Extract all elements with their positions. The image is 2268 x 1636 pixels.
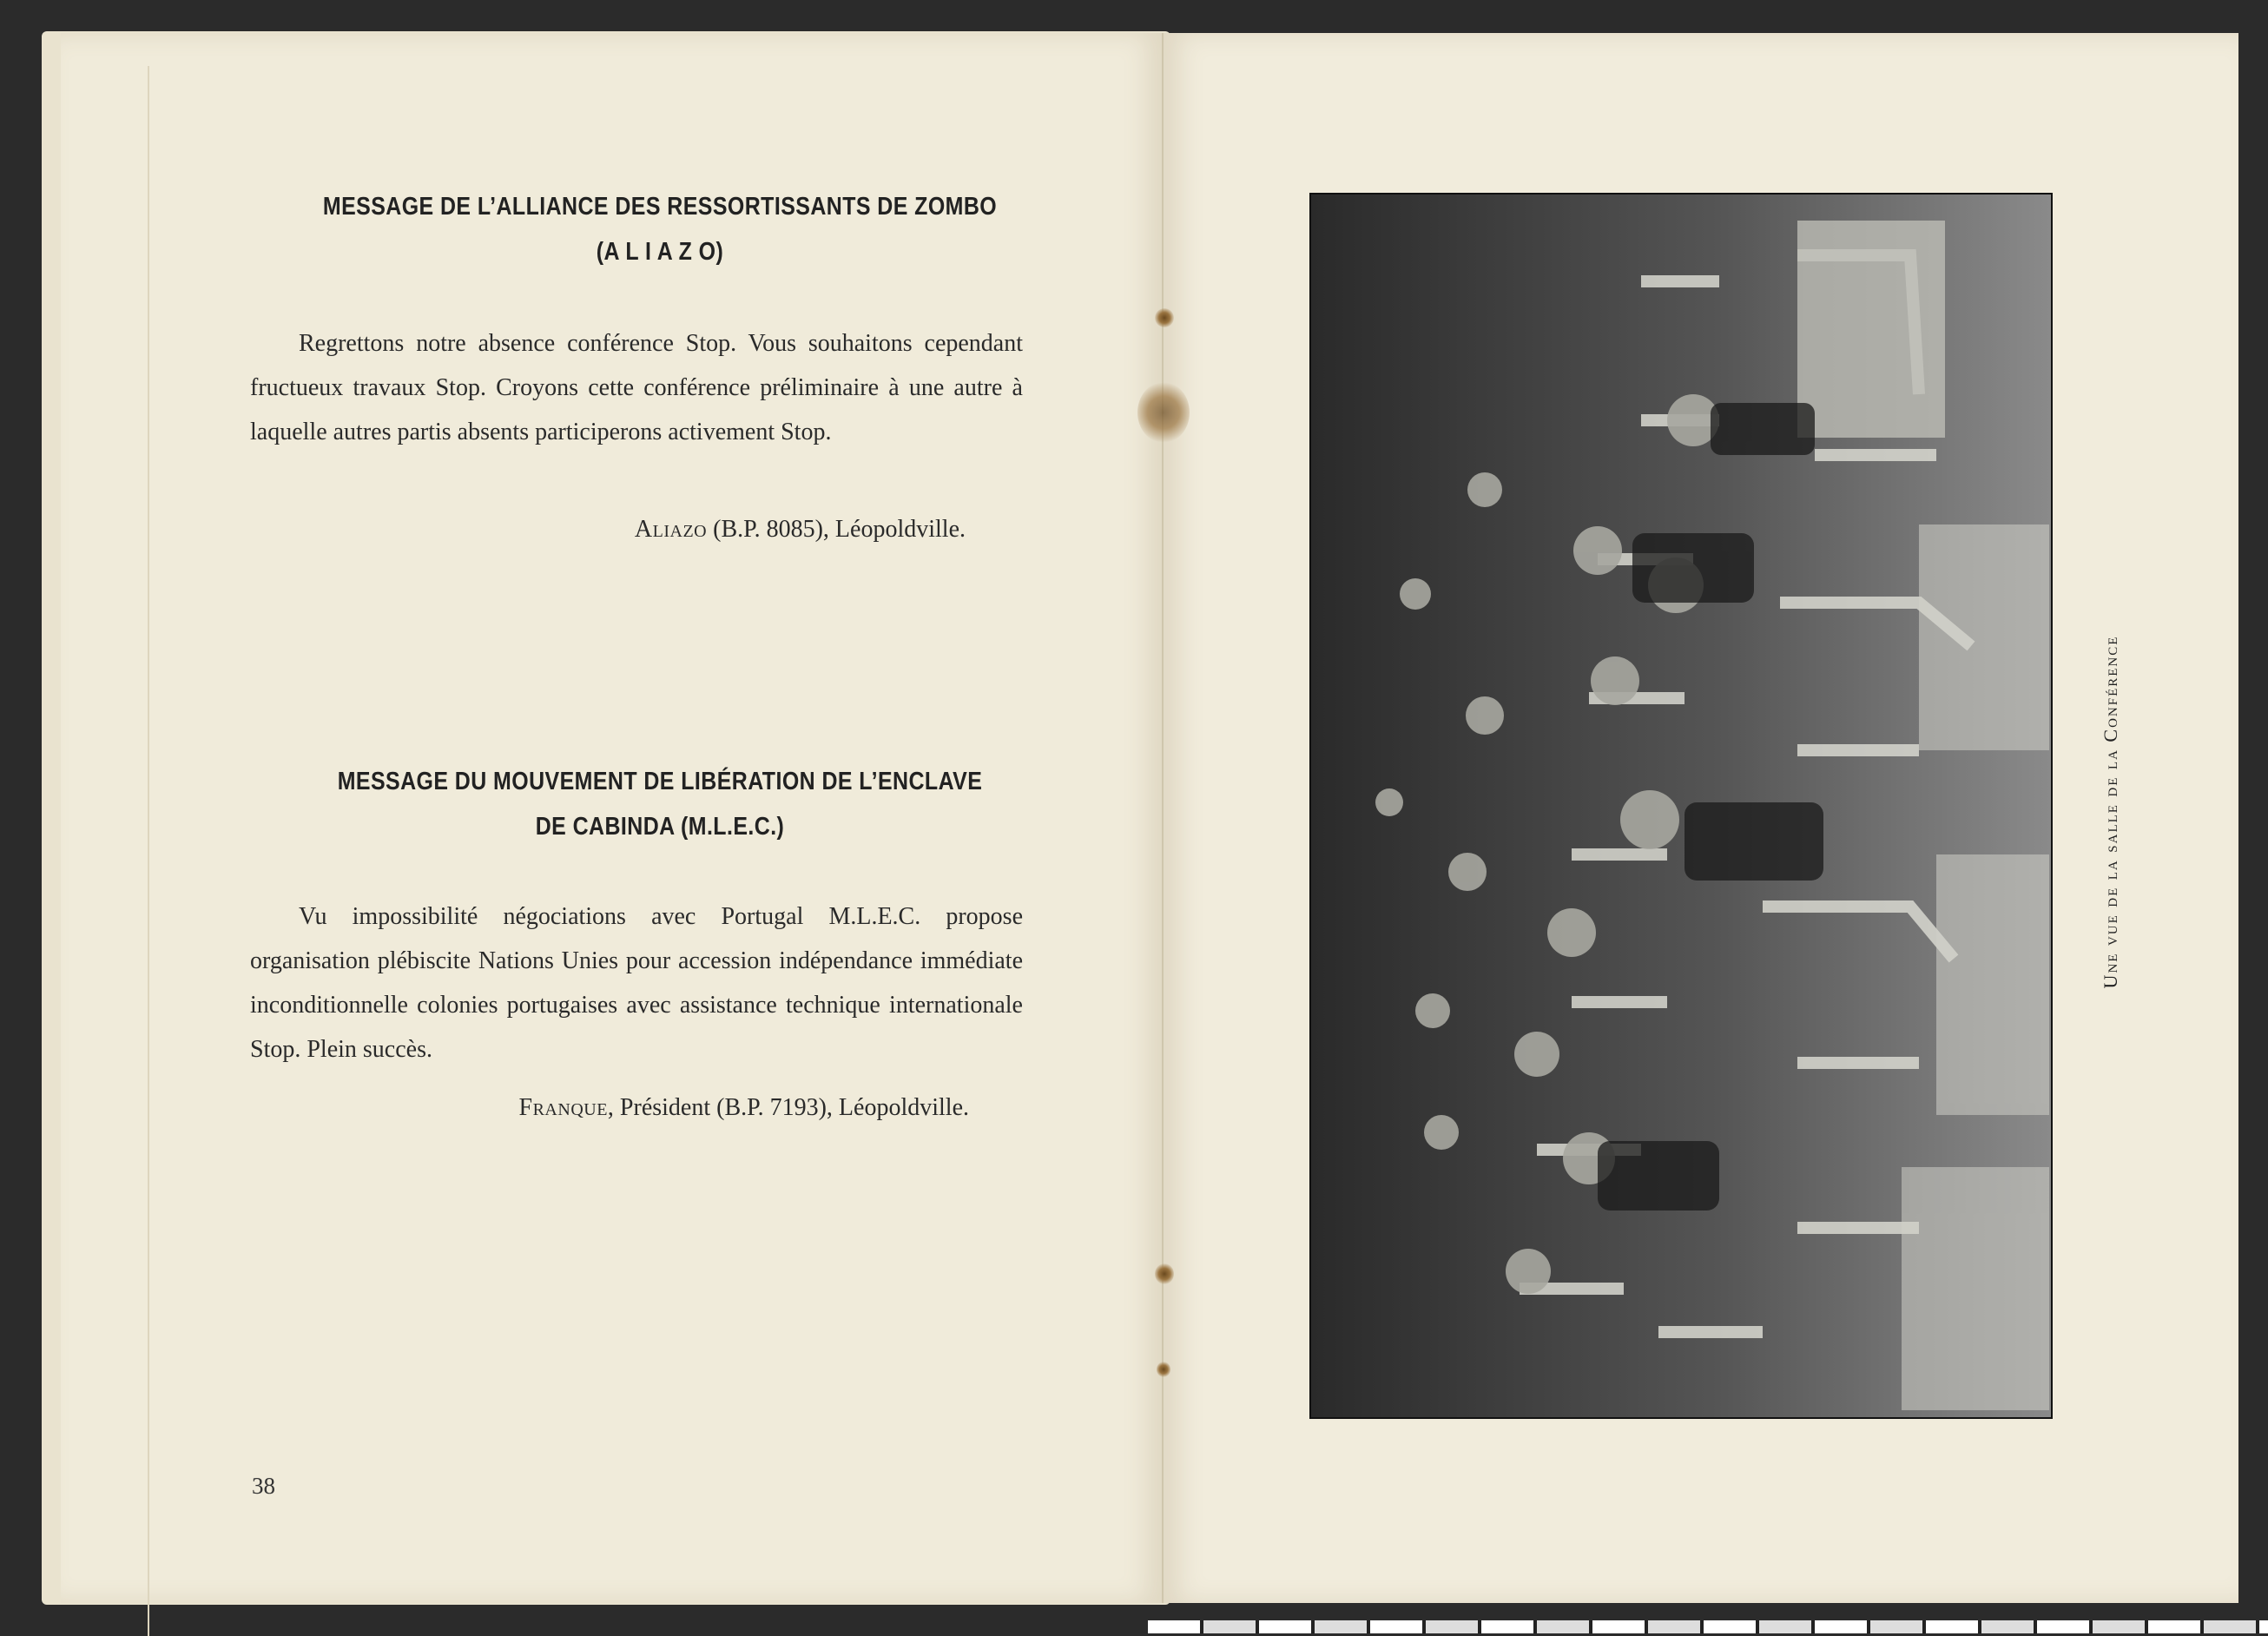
binding-stain-2 bbox=[1137, 382, 1190, 443]
conference-hall-photo-icon bbox=[1311, 195, 2051, 1417]
section-1-title-line-2: (A L I A Z O) bbox=[596, 238, 724, 266]
photo-caption-text: Une vue de la salle de la Conférence bbox=[2100, 635, 2121, 989]
page-edge-line bbox=[148, 66, 149, 1636]
scan-ruler bbox=[1148, 1620, 2268, 1633]
section-2-body: Vu impossibilité négociations avec Portugal M.L.E.C. propose organisation plébiscite Nations Unies pour accession indépendance immédiate inconditionnelle colonies portugaises avec assistance technique internationale Stop. Plein succès. bbox=[250, 903, 1023, 1063]
section-2-title-line-1: MESSAGE DU MOUVEMENT DE LIBÉRATION DE L’ENCLAVE bbox=[337, 768, 983, 795]
page-number: 38 bbox=[252, 1473, 275, 1499]
section-2-signature-address: , Président (B.P. 7193), Léopoldville. bbox=[607, 1094, 969, 1121]
section-2-signature bbox=[0, 1094, 969, 1122]
section-1-signature-address: (B.P. 8085), Léopoldville. bbox=[707, 516, 966, 543]
section-1-signature bbox=[0, 516, 966, 544]
binding-stain-1 bbox=[1155, 308, 1174, 327]
binding-stain-4 bbox=[1157, 1362, 1170, 1377]
section-2-title-line-2: DE CABINDA (M.L.E.C.) bbox=[535, 813, 785, 841]
section-1-body: Regrettons notre absence conférence Stop. Vous souhaitons cependant fructueux travaux Stop. Croyons cette conférence préliminaire à une autre à laquelle autres partis absents participerons activement Stop. bbox=[250, 330, 1023, 445]
section-1-title-line-1: MESSAGE DE L’ALLIANCE DES RESSORTISSANTS DE ZOMBO bbox=[322, 193, 998, 221]
conference-hall-photo bbox=[1309, 193, 2053, 1419]
section-2-signature-name: Franque bbox=[518, 1094, 608, 1121]
section-1-signature-name: Aliazo bbox=[634, 516, 708, 543]
binding-stain-3 bbox=[1155, 1263, 1174, 1284]
